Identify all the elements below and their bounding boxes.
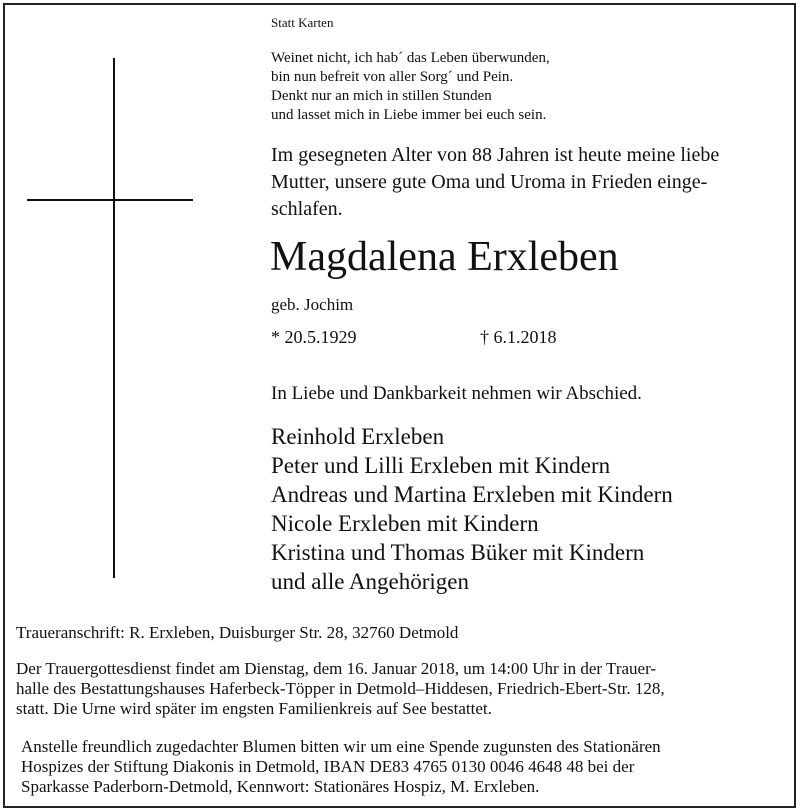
header-label: Statt Karten (271, 15, 334, 30)
deceased-name: Magdalena Erxleben (270, 234, 619, 280)
farewell-text: In Liebe und Dankbarkeit nehmen wir Abschied. (271, 383, 642, 404)
service-line: halle des Bestattungshauses Haferbeck-Töpper in Detmold–Hiddesen, Friedrich-Ebert-Str. 128, (16, 679, 665, 698)
cross-vertical-bar (113, 58, 115, 578)
donation-line: Anstelle freundlich zugedachter Blumen bitten wir um eine Spende zugunsten des Stationären (21, 737, 661, 756)
birth-date: * 20.5.1929 (271, 327, 357, 347)
service-line: Der Trauergottesdienst findet am Dienstag, dem 16. Januar 2018, um 14:00 Uhr in der Trauer- (16, 659, 657, 678)
intro-text (271, 142, 719, 223)
poem-line: Denkt nur an mich in stillen Stunden (271, 88, 492, 104)
service-line: statt. Die Urne wird später im engsten Familienkreis auf See bestattet. (16, 699, 492, 718)
poem (271, 49, 550, 125)
poem-line: bin nun befreit von aller Sorg´ und Pein. (271, 69, 514, 85)
service-info (16, 659, 665, 719)
donation-info (21, 737, 661, 797)
death-date: † 6.1.2018 (480, 327, 557, 347)
poem-line: Weinet nicht, ich hab´ das Leben überwunden, (271, 50, 550, 66)
mourner: Andreas und Martina Erxleben mit Kindern (271, 482, 673, 507)
poem-line: und lasset mich in Liebe immer bei euch sein. (271, 107, 547, 123)
cross-horizontal-bar (27, 199, 193, 201)
mourning-address: Traueranschrift: R. Erxleben, Duisburger Str. 28, 32760 Detmold (16, 623, 459, 642)
mourner: Peter und Lilli Erxleben mit Kindern (271, 453, 611, 478)
mourners-list (271, 422, 673, 596)
mourner: Nicole Erxleben mit Kindern (271, 511, 539, 536)
intro-line: Mutter, unsere gute Oma und Uroma in Frieden einge- (271, 171, 708, 193)
mourner: Kristina und Thomas Büker mit Kindern (271, 540, 645, 565)
intro-line: schlafen. (271, 198, 343, 220)
donation-line: Sparkasse Paderborn-Detmold, Kennwort: Stationäres Hospiz, M. Erxleben. (21, 777, 540, 796)
birth-name: geb. Jochim (271, 295, 354, 314)
donation-line: Hospizes der Stiftung Diakonis in Detmold, IBAN DE83 4765 0130 0046 4648 48 bei der (21, 757, 635, 776)
mourner: Reinhold Erxleben (271, 424, 445, 449)
mourner: und alle Angehörigen (271, 569, 470, 594)
intro-line: Im gesegneten Alter von 88 Jahren ist heute meine liebe (271, 144, 720, 166)
